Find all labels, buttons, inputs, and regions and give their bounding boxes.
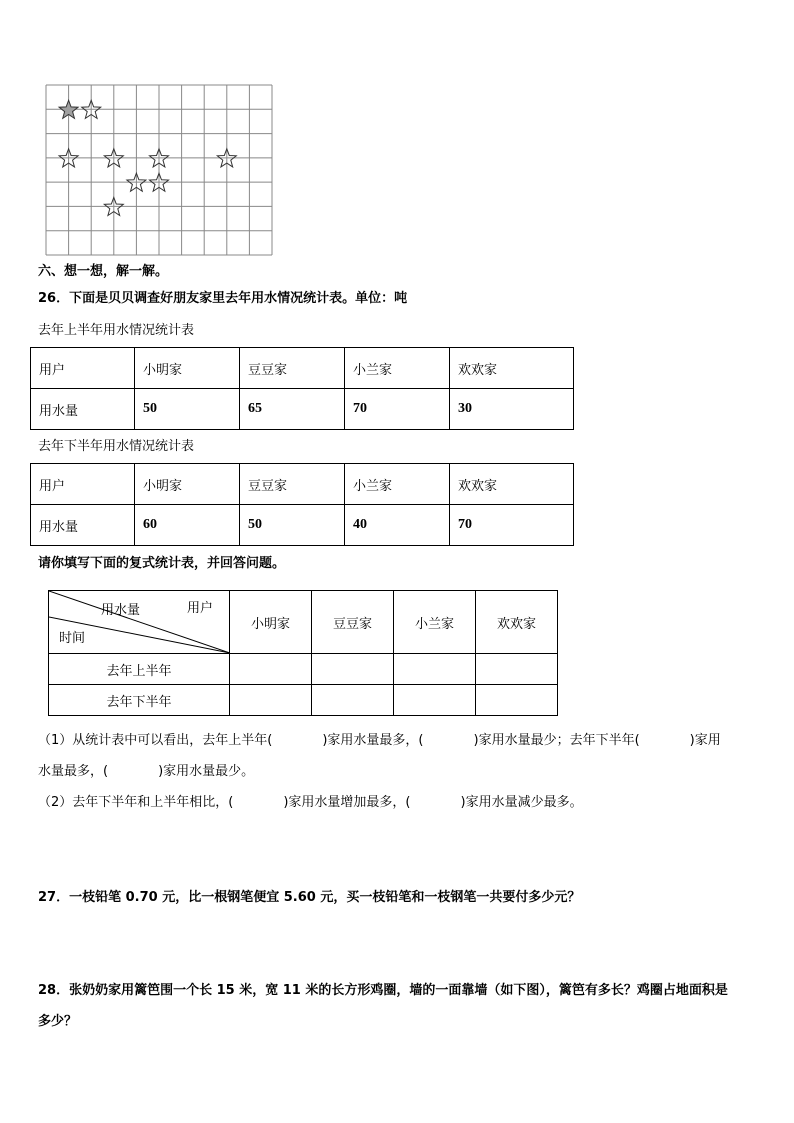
- column-header: 欢欢家: [476, 591, 558, 654]
- q26-intro: 26．下面是贝贝调查好朋友家里去年用水情况统计表。单位：吨: [38, 291, 408, 306]
- text-segment: )家用水量最多，(: [322, 733, 424, 748]
- text-segment: 水量最多，(: [38, 764, 109, 779]
- table-cell: 70: [450, 505, 574, 546]
- corner-label-time: 时间: [59, 631, 86, 646]
- text-segment: )家用水量增加最多，(: [283, 795, 411, 810]
- table-cell: 小兰家: [345, 348, 450, 389]
- table-first-half: [30, 347, 574, 430]
- answer-cell[interactable]: [312, 654, 394, 685]
- sub-question-1-line-2: [38, 764, 254, 780]
- table-cell: 60: [135, 505, 240, 546]
- answer-cell[interactable]: [312, 685, 394, 716]
- table-row: [49, 591, 558, 654]
- text-segment: )家用水量减少最多。: [460, 795, 583, 810]
- table2-title: 去年下半年用水情况统计表: [38, 439, 195, 454]
- answer-cell[interactable]: [394, 654, 476, 685]
- row-header: 去年上半年: [49, 654, 230, 685]
- table-cell: 30: [450, 389, 574, 430]
- table-cell: 65: [240, 389, 345, 430]
- table-cell: 用水量: [31, 389, 135, 430]
- table-second-half: [30, 463, 574, 546]
- table-row: [49, 685, 558, 716]
- table-cell: 用水量: [31, 505, 135, 546]
- q27-text: 27．一枝铅笔 0.70 元，比一根钢笔便宜 5.60 元，买一枝铅笔和一枝钢笔一共要付多少元？: [38, 890, 581, 905]
- answer-cell[interactable]: [394, 685, 476, 716]
- table-cell: 70: [345, 389, 450, 430]
- column-header: 小兰家: [394, 591, 476, 654]
- answer-cell[interactable]: [230, 654, 312, 685]
- q28-line-2: 多少？: [38, 1014, 78, 1029]
- star-grid: [45, 84, 273, 256]
- compound-table: [48, 590, 558, 716]
- table-cell: 50: [240, 505, 345, 546]
- answer-cell[interactable]: [476, 685, 558, 716]
- answer-cell[interactable]: [230, 685, 312, 716]
- table-row: [31, 464, 574, 505]
- table-row: [31, 348, 574, 389]
- corner-label-user: 用户: [187, 601, 214, 616]
- text-segment: （2）去年下半年和上半年相比，(: [38, 795, 234, 810]
- table-row: [49, 654, 558, 685]
- text-segment: )家用水量最少。: [158, 764, 255, 779]
- table-cell: 50: [135, 389, 240, 430]
- table-cell: 小明家: [135, 348, 240, 389]
- sub-question-2: [38, 795, 583, 811]
- table1-title: 去年上半年用水情况统计表: [38, 323, 195, 338]
- q28-line-1: 28．张奶奶家用篱笆围一个长 15 米，宽 11 米的长方形鸡圈，墙的一面靠墙（如下图），篱笆有多长？鸡圈占地面积是: [38, 983, 728, 998]
- table-cell: 用户: [31, 348, 135, 389]
- sub-question-1-line-1: [38, 733, 721, 749]
- table-cell: 豆豆家: [240, 464, 345, 505]
- table-cell: 40: [345, 505, 450, 546]
- text-segment: （1）从统计表中可以看出，去年上半年(: [38, 733, 273, 748]
- table-cell: 小明家: [135, 464, 240, 505]
- table-cell: 用户: [31, 464, 135, 505]
- fill-prompt: 请你填写下面的复式统计表，并回答问题。: [38, 556, 286, 571]
- table-row: [31, 505, 574, 546]
- text-segment: )家用: [689, 733, 721, 748]
- table-cell: 豆豆家: [240, 348, 345, 389]
- text-segment: )家用水量最少；去年下半年(: [473, 733, 640, 748]
- table-cell: 欢欢家: [450, 348, 574, 389]
- column-header: 豆豆家: [312, 591, 394, 654]
- table-row: [31, 389, 574, 430]
- diagonal-header-cell: [49, 591, 230, 654]
- section-heading: 六、想一想，解一解。: [38, 264, 169, 279]
- answer-cell[interactable]: [476, 654, 558, 685]
- corner-label-water: 用水量: [101, 603, 141, 618]
- table-cell: 欢欢家: [450, 464, 574, 505]
- row-header: 去年下半年: [49, 685, 230, 716]
- table-cell: 小兰家: [345, 464, 450, 505]
- column-header: 小明家: [230, 591, 312, 654]
